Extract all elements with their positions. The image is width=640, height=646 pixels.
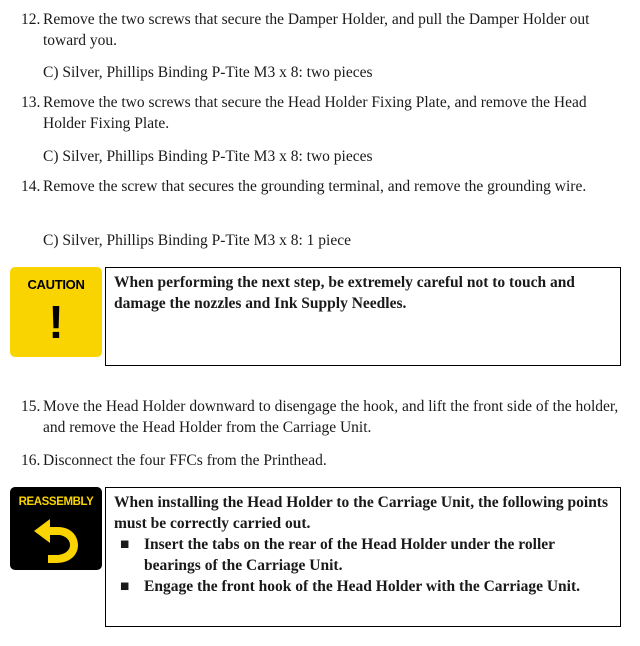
screw-spec: C) Silver, Phillips Binding P-Tite M3 x 8: two pieces (43, 64, 373, 81)
step-text: Remove the screw that secures the grounding terminal, and remove the grounding wire. (43, 178, 587, 195)
screw-spec: C) Silver, Phillips Binding P-Tite M3 x 8: two pieces (43, 148, 373, 165)
step-15 (21, 396, 621, 438)
step-14 (21, 176, 621, 197)
step-number: 12. (21, 11, 41, 28)
exclamation-icon: ! (48, 296, 64, 348)
bullet-text: Engage the front hook of the Head Holder with the Carriage Unit. (144, 578, 580, 595)
step-number: 16. (21, 452, 41, 469)
reassembly-text-box (105, 487, 621, 627)
step-13 (21, 92, 621, 134)
reassembly-label: REASSEMBLY (18, 496, 94, 508)
return-arrow-icon (10, 519, 102, 577)
square-bullet-icon: ■ (120, 536, 130, 553)
step-number: 13. (21, 94, 41, 111)
reassembly-badge (10, 487, 102, 570)
step-text: Remove the two screws that secure the Head Holder Fixing Plate, and remove the Head Holder Fixing Plate. (43, 94, 587, 132)
caution-text-box (105, 267, 621, 366)
list-item (114, 534, 612, 576)
caution-notice (10, 267, 622, 359)
list-item (114, 576, 612, 597)
step-text: Move the Head Holder downward to disengage the hook, and lift the front side of the holder, and remove the Head Holder from the Carriage Unit. (43, 398, 619, 436)
screw-spec: C) Silver, Phillips Binding P-Tite M3 x 8: 1 piece (43, 232, 351, 249)
step-12 (21, 9, 621, 51)
caution-text: When performing the next step, be extremely careful not to touch and damage the nozzles and Ink Supply Needles. (114, 274, 575, 312)
step-number: 15. (21, 398, 41, 415)
step-16 (21, 450, 621, 471)
step-number: 14. (21, 178, 41, 195)
step-text: Disconnect the four FFCs from the Printhead. (43, 452, 327, 469)
step-text: Remove the two screws that secure the Damper Holder, and pull the Damper Holder out toward you. (43, 11, 590, 49)
bullet-text: Insert the tabs on the rear of the Head Holder under the roller bearings of the Carriage Unit. (144, 536, 555, 574)
reassembly-notice (10, 487, 622, 627)
caution-badge (10, 267, 102, 357)
reassembly-points (114, 534, 612, 597)
caution-label: CAUTION (27, 277, 85, 292)
square-bullet-icon: ■ (120, 578, 130, 595)
reassembly-intro: When installing the Head Holder to the Carriage Unit, the following points must be correctly carried out. (114, 494, 609, 532)
